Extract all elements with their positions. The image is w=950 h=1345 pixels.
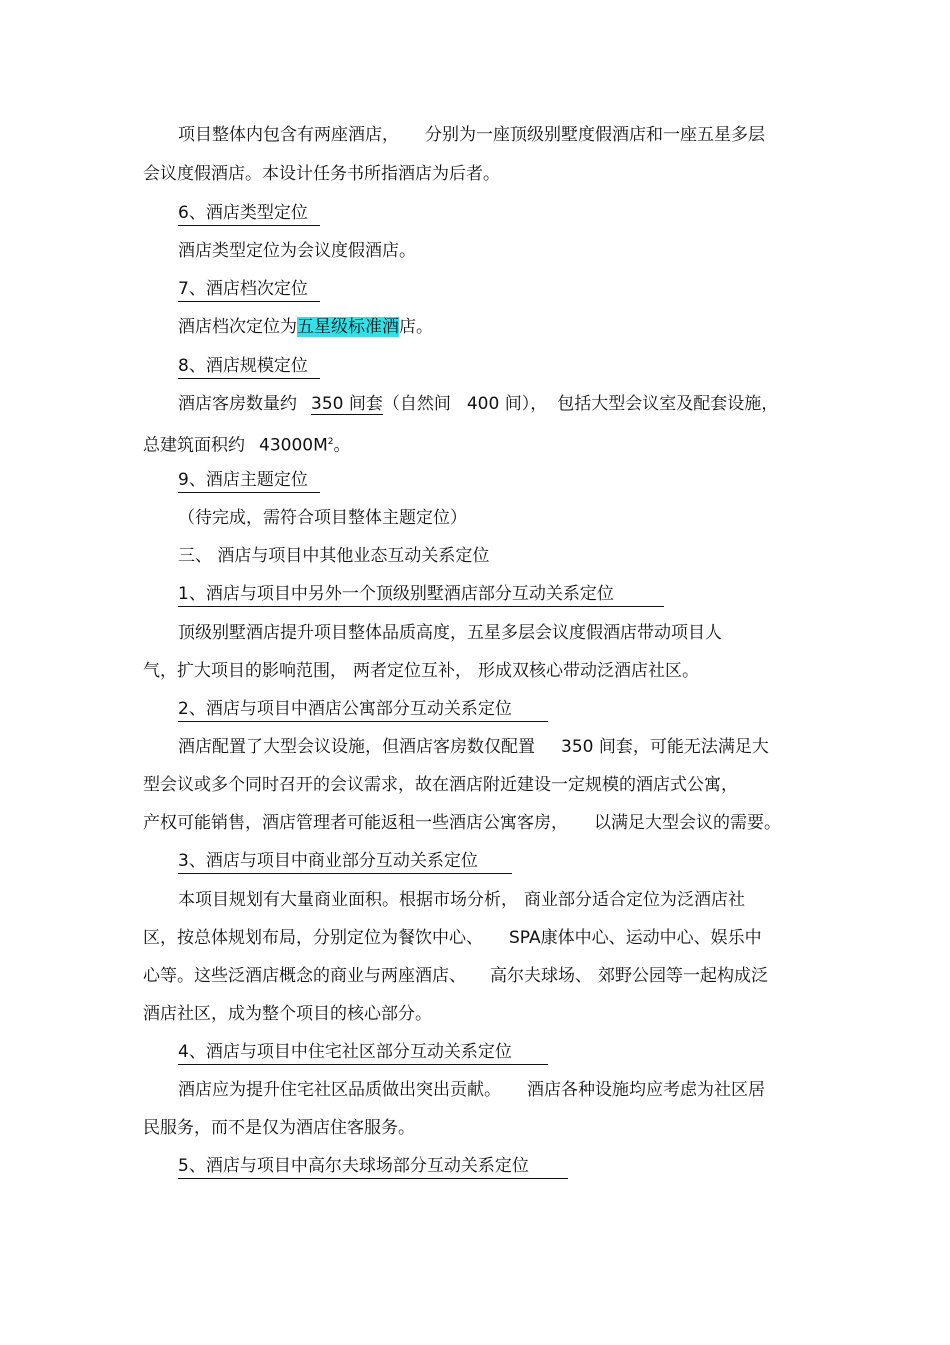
para-intro-line2: 会议度假酒店。本设计任务书所指酒店为后者。 [143,164,500,184]
r4-line2: 民服务，而不是仅为酒店住客服务。 [143,1118,415,1138]
text-8-line1: 酒店客房数量约 350 间套（自然间 400 间）， 包括大型会议室及配套设施， [178,394,779,414]
r3-line3: 心等。这些泛酒店概念的商业与两座酒店、 高尔夫球场、 郊野公园等一起构成泛 [143,966,768,986]
text-7: 酒店档次定位为五星级标准酒店。 [178,317,433,337]
text-9: （待完成，需符合项目整体主题定位） [178,508,467,528]
heading-r2: 2、酒店与项目中酒店公寓部分互动关系定位 [178,698,548,722]
r2-line3: 产权可能销售，酒店管理者可能返租一些酒店公寓客房， 以满足大型会议的需要。 [143,813,781,833]
r2-line2: 型会议或多个同时召开的会议需求，故在酒店附近建设一定规模的酒店式公寓， [143,775,738,795]
r4-line1: 酒店应为提升住宅社区品质做出突出贡献。 酒店各种设施均应考虑为社区居 [178,1080,765,1100]
r2-line1: 酒店配置了大型会议设施，但酒店客房数仅配置 350 间套，可能无法满足大 [178,737,769,757]
heading-8: 8、酒店规模定位 [178,355,320,379]
text-6: 酒店类型定位为会议度假酒店。 [178,241,416,261]
heading-6: 6、酒店类型定位 [178,202,320,226]
heading-7: 7、酒店档次定位 [178,278,320,302]
heading-9: 9、酒店主题定位 [178,469,320,493]
heading-r4: 4、酒店与项目中住宅社区部分互动关系定位 [178,1041,548,1065]
r1-line2: 气，扩大项目的影响范围， 两者定位互补， 形成双核心带动泛酒店社区。 [143,661,699,681]
r3-line4: 酒店社区，成为整个项目的核心部分。 [143,1004,432,1024]
section-3-heading: 三、 酒店与项目中其他业态互动关系定位 [178,546,490,566]
highlight-text: 五星级标准酒 [297,317,399,337]
heading-r5: 5、酒店与项目中高尔夫球场部分互动关系定位 [178,1155,568,1179]
r3-line1: 本项目规划有大量商业面积。根据市场分析， 商业部分适合定位为泛酒店社 [178,890,745,910]
r1-line1: 顶级别墅酒店提升项目整体品质高度，五星多层会议度假酒店带动项目人 [178,623,722,643]
para-intro-line1: 项目整体内包含有两座酒店， 分别为一座顶级别墅度假酒店和一座五星多层 [178,125,765,145]
text-8-line2: 总建筑面积约 $43000M^2$。 [143,435,351,456]
heading-r3: 3、酒店与项目中商业部分互动关系定位 [178,850,512,874]
heading-r1: 1、酒店与项目中另外一个顶级别墅酒店部分互动关系定位 [178,583,664,607]
r3-line2: 区，按总体规划布局，分别定位为餐饮中心、 SPA康体中心、运动中心、娱乐中 [143,928,762,948]
